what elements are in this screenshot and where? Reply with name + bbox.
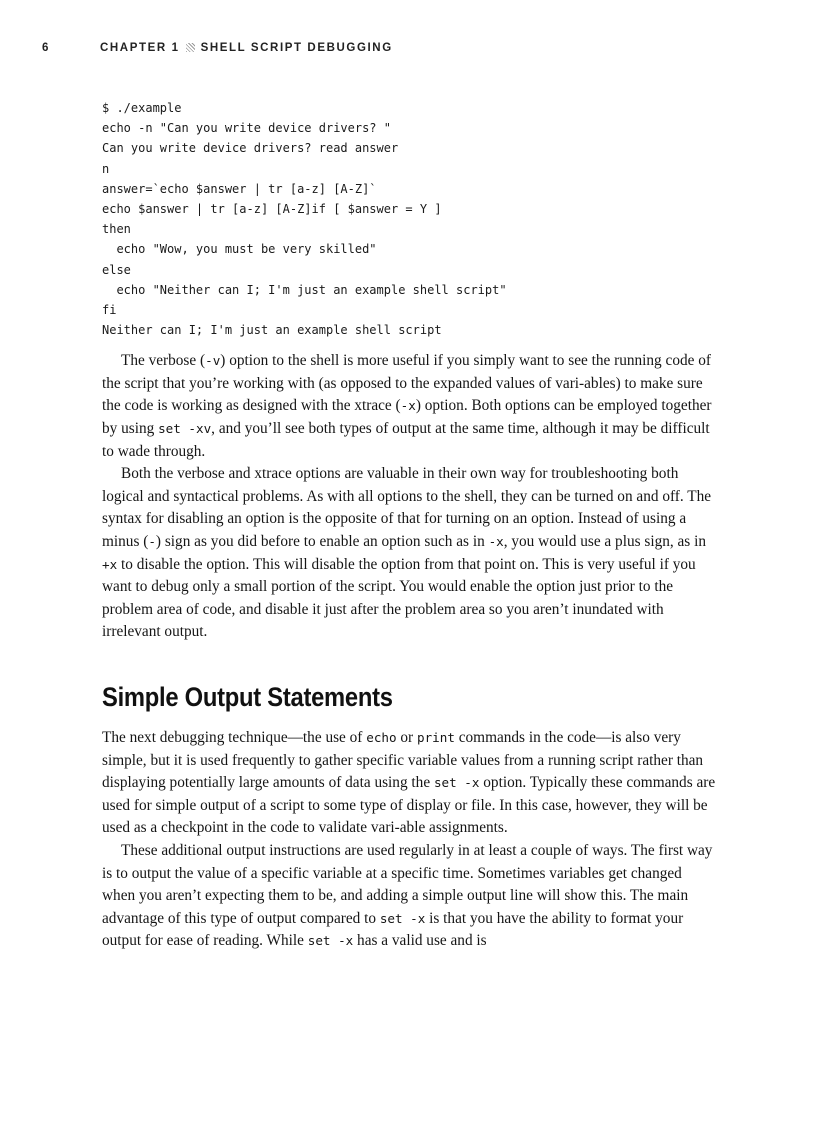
code-line: Can you write device drivers? read answer xyxy=(102,141,399,156)
inline-code: - xyxy=(148,534,156,549)
code-line: echo $answer | tr [a-z] [A-Z]if [ $answer = Y ] xyxy=(102,201,442,216)
chapter-title: SHELL SCRIPT DEBUGGING xyxy=(200,42,393,54)
code-line: n xyxy=(102,161,110,176)
separator-square-icon xyxy=(186,43,195,52)
inline-code: set -x xyxy=(379,910,426,926)
section-heading: Simple Output Statements xyxy=(102,681,393,712)
code-line: else xyxy=(102,262,131,277)
inline-code: -x xyxy=(400,398,416,414)
inline-code: print xyxy=(416,729,455,745)
inline-code: set -x xyxy=(433,775,480,791)
code-line: Neither can I; I'm just an example shell script xyxy=(102,323,442,338)
code-line: fi xyxy=(102,302,117,317)
running-header xyxy=(42,42,742,58)
inline-code: set -x xyxy=(307,933,354,949)
chapter-label: CHAPTER 1 xyxy=(100,42,180,54)
paragraph-output-instructions: These additional output instructions are used regularly in at least a couple of ways. The first way is to output the value of a specific variable at a specific time. Sometimes variables get changed when you aren’t expecting them to be, and adding a simple output line will show this. The main advantage of this type of output compared to set -x is that you have the ability to format your output for ease of reading. While set -x has a valid use and is xyxy=(102,841,713,950)
page-number: 6 xyxy=(42,42,50,54)
code-line: then xyxy=(102,222,131,237)
inline-code: -x xyxy=(488,534,504,549)
code-line: echo -n "Can you write device drivers? " xyxy=(102,121,391,136)
chapter-running-head xyxy=(100,42,393,54)
code-line: answer=`echo $answer | tr [a-z] [A-Z]` xyxy=(102,181,377,196)
code-line: $ ./example xyxy=(102,101,182,115)
code-line: echo "Wow, you must be very skilled" xyxy=(102,242,377,257)
paragraph-debugging-technique: The next debugging technique—the use of echo or print commands in the code—is also very simple, but it is used frequently to gather specific variable values from a running script rather than displaying potentially large amounts of data using the set -x option. Typically these commands are used for simple output of a script to some type of display or file. In this case, however, they will be used as a checkpoint in the code to validate vari-able assignments. xyxy=(102,728,716,837)
code-listing xyxy=(102,98,716,340)
paragraph-toggle-options: Both the verbose and xtrace options are valuable in their own way for troubleshooting both logical and syntactical problems. As with all options to the shell, they can be turned on and off. The syntax for disabling an option is the opposite of that for turning on an option. Instead of using a minus (-) sign as you did before to enable an option such as in -x, you would use a plus sign, as in +x to disable the option. This will disable the option from that point on. This is very useful if you want to debug only a small portion of the script. You would enable the option just prior to the problem area of code, and disable it just after the problem area so you aren’t inundated with irrelevant output. xyxy=(102,465,712,641)
inline-code: -v xyxy=(205,353,221,369)
code-line: echo "Neither can I; I'm just an example shell script" xyxy=(102,282,507,297)
paragraph-verbose-option: The verbose (-v) option to the shell is more useful if you simply want to see the running code of the script that you’re working with (as opposed to the expanded values of vari-ables) to make sure the code is working as designed with the xtrace (-x) option. Both options can be employed together by using set -xv, and you’ll see both types of output at the same time, although it may be difficult to wade through. xyxy=(102,352,712,460)
inline-code: echo xyxy=(366,729,397,745)
inline-code: +x xyxy=(102,556,118,572)
inline-code: set -xv xyxy=(158,421,212,437)
page-body xyxy=(102,98,716,953)
